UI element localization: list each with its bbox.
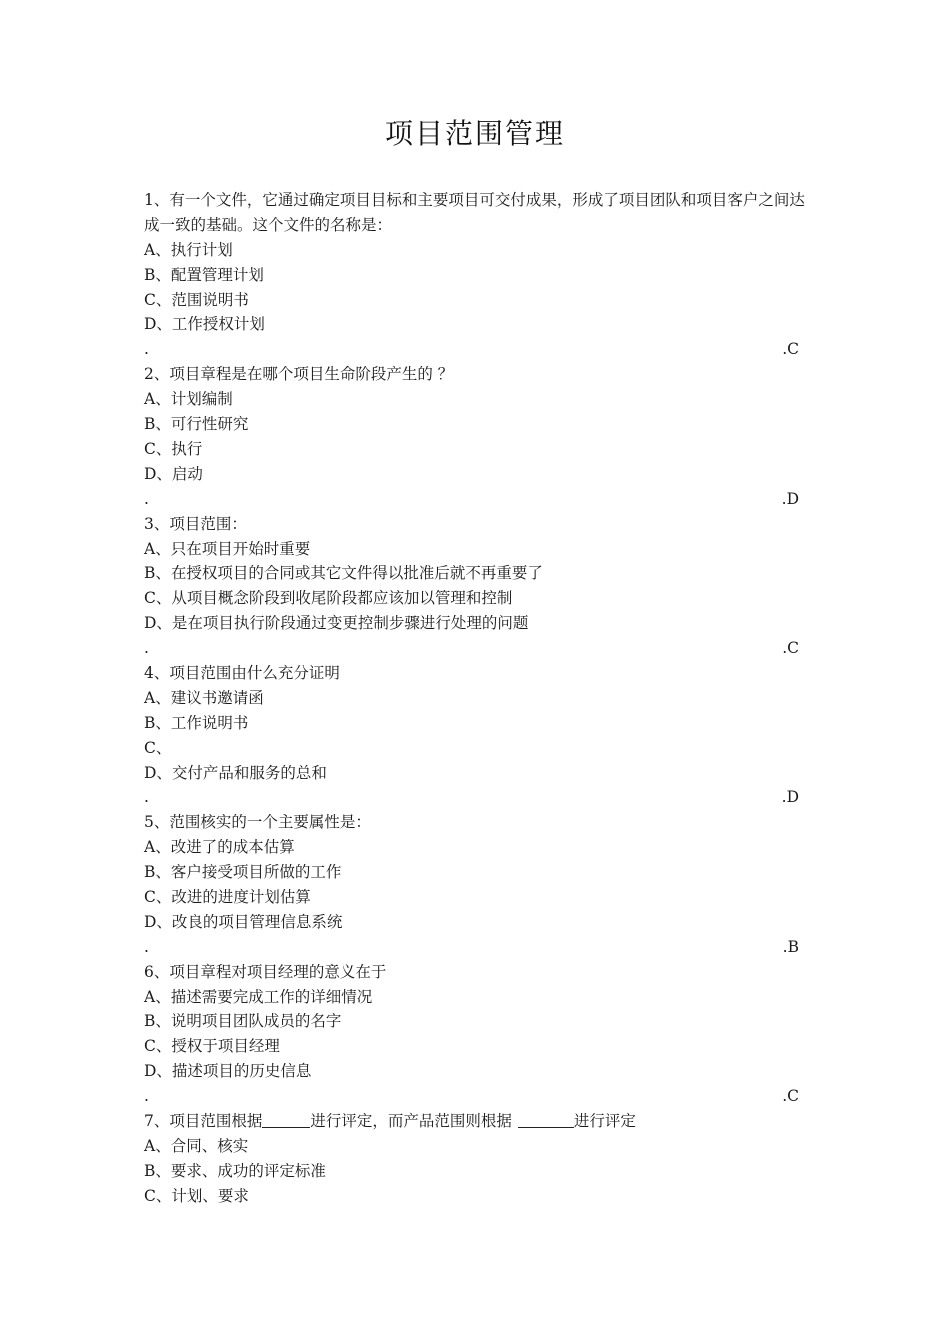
question-7-option-c: C、计划、要求 <box>144 1186 249 1205</box>
question-2-option-c: C、执行 <box>144 439 203 458</box>
fill-in-blank-2 <box>518 1111 574 1128</box>
question-6-option-a: A、描述需要完成工作的详细情况 <box>144 987 373 1006</box>
question-1-answer-row <box>144 337 806 362</box>
question-6-stem: 6、项目章程对项目经理的意义在于 <box>144 962 387 981</box>
question-2-option-a: A、计划编制 <box>144 390 233 409</box>
question-4-stem: 4、项目范围由什么充分证明 <box>144 663 340 682</box>
question-4-option-b: B、工作说明书 <box>144 713 249 732</box>
question-1-option-c: C、范围说明书 <box>144 290 249 309</box>
question-2-stem: 2、项目章程是在哪个项目生命阶段产生的 ？ <box>144 365 454 384</box>
question-3-answer-row <box>144 636 806 661</box>
answer-dot: . <box>144 788 149 807</box>
question-2-option-b: B、可行性研究 <box>144 415 249 434</box>
question-6-option-d: D、描述项目的历史信息 <box>144 1062 312 1081</box>
question-7-stem-part3: 进行评定 <box>573 1111 636 1130</box>
question-5-option-a: A、改进了的成本估算 <box>144 838 295 857</box>
question-1-option-b: B、配置管理计划 <box>144 265 264 284</box>
question-4-answer-row <box>144 785 806 810</box>
question-7-stem-part1: 7、项目范围根据 <box>144 1111 263 1130</box>
question-1-option-a: A、执行计划 <box>144 240 233 259</box>
question-3-option-c: C、从项目概念阶段到收尾阶段都应该加以管理和控制 <box>144 589 513 608</box>
question-5-option-d: D、改良的项目管理信息系统 <box>144 912 343 931</box>
question-6-option-b: B、说明项目团队成员的名字 <box>144 1012 342 1031</box>
question-7-option-a: A、合同、核实 <box>144 1136 249 1155</box>
question-3-option-a: A、只在项目开始时重要 <box>144 539 311 558</box>
question-5-stem: 5、范围核实的一个主要属性是： <box>144 813 371 832</box>
answer-key: .C <box>782 639 799 658</box>
question-3-stem: 3、项目范围： <box>144 514 247 533</box>
answer-key: .D <box>781 788 799 807</box>
question-1-stem: 1、有一个文件，它通过确定项目目标和主要项目可交付成果，形成了项目团队和项目客户之间达成一致的基础。这个文件的名称是： <box>144 191 805 234</box>
question-5-answer-row <box>144 935 806 960</box>
answer-key: .D <box>781 489 799 508</box>
answer-key: .B <box>782 937 799 956</box>
answer-key: .C <box>782 1087 799 1106</box>
answer-dot: . <box>144 1087 149 1106</box>
question-3-option-b: B、在授权项目的合同或其它文件得以批准后就不再重要了 <box>144 564 543 583</box>
question-6-answer-row <box>144 1084 806 1109</box>
answer-dot: . <box>144 489 149 508</box>
question-3-option-d: D、是在项目执行阶段通过变更控制步骤进行处理的问题 <box>144 614 529 633</box>
question-2-answer-row <box>144 487 806 512</box>
question-7-stem <box>144 1109 806 1134</box>
answer-key: .C <box>782 340 799 359</box>
question-1-option-d: D、工作授权计划 <box>144 315 265 334</box>
answer-dot: . <box>144 340 149 359</box>
page-title: 项目范围管理 <box>384 117 565 150</box>
question-6-option-c: C、授权于项目经理 <box>144 1037 280 1056</box>
answer-dot: . <box>144 639 149 658</box>
answer-dot: . <box>144 937 149 956</box>
question-2-option-d: D、启动 <box>144 464 203 483</box>
question-4-option-a: A、建议书邀请函 <box>144 688 264 707</box>
question-7-stem-part2: 进行评定，而产品范围则根据 <box>310 1111 512 1130</box>
fill-in-blank-1 <box>262 1111 310 1128</box>
question-5-option-c: C、改进的进度计划估算 <box>144 887 311 906</box>
question-4-option-d: D、交付产品和服务的总和 <box>144 763 327 782</box>
question-5-option-b: B、客户接受项目所做的工作 <box>144 863 342 882</box>
question-4-option-c: C、 <box>144 738 172 757</box>
question-7-option-b: B、要求、成功的评定标准 <box>144 1161 326 1180</box>
question-list <box>144 188 806 1209</box>
